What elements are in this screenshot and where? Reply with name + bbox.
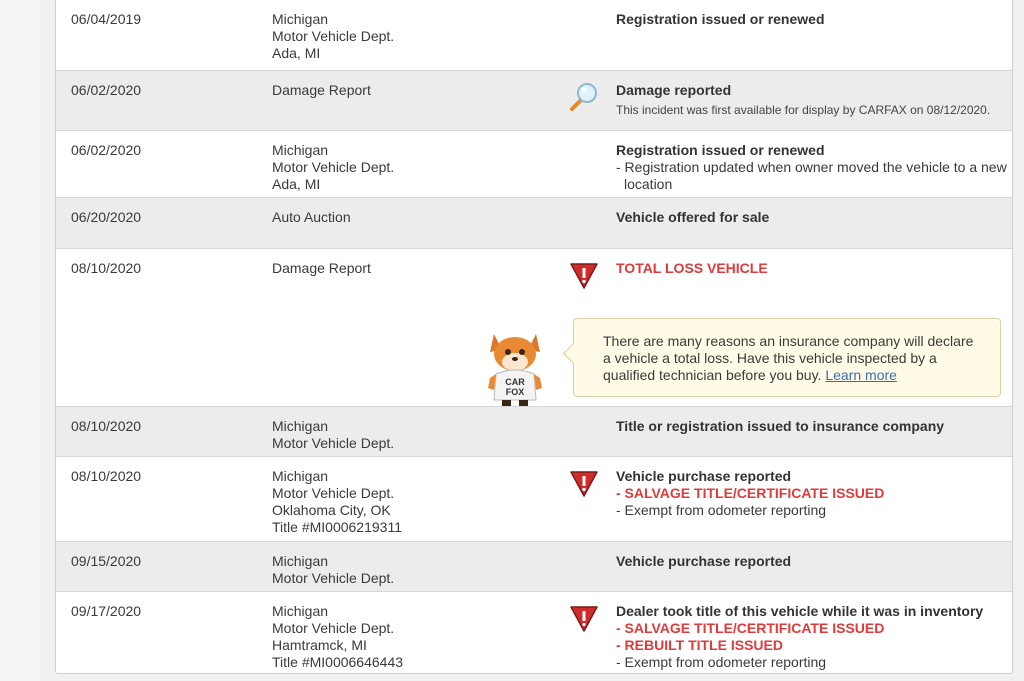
comment-title: Dealer took title of this vehicle while it was in inventory bbox=[616, 603, 984, 619]
source-cell bbox=[272, 260, 552, 277]
salvage-title-line: - SALVAGE TITLE/CERTIFICATE ISSUED bbox=[616, 485, 885, 501]
source-line: Michigan bbox=[272, 11, 329, 27]
source-cell bbox=[272, 418, 552, 452]
carfox-mascot bbox=[480, 326, 550, 406]
comment-title: Vehicle purchase reported bbox=[616, 468, 792, 484]
table-row bbox=[56, 131, 1012, 198]
comment-bullet: - Registration updated when owner moved the vehicle to a new location bbox=[616, 159, 1007, 192]
comments-cell bbox=[616, 11, 1011, 28]
title-number: Title #MI0006219311 bbox=[272, 519, 402, 535]
table-row bbox=[56, 198, 1012, 249]
odometer-line: - Exempt from odometer reporting bbox=[616, 654, 827, 670]
date-cell: 08/10/2020 bbox=[71, 260, 142, 276]
comments-cell bbox=[616, 260, 1011, 277]
date-cell: 09/15/2020 bbox=[71, 553, 142, 569]
table-row bbox=[56, 0, 1012, 71]
alert-icon bbox=[568, 467, 600, 499]
comment-title: Vehicle purchase reported bbox=[616, 553, 792, 569]
alert-icon bbox=[568, 259, 600, 291]
source-line: Motor Vehicle Dept. bbox=[272, 620, 395, 636]
source-line: Damage Report bbox=[272, 82, 371, 98]
comments-cell bbox=[616, 209, 1011, 226]
source-line: Damage Report bbox=[272, 260, 371, 276]
table-row bbox=[56, 592, 1012, 674]
date-cell: 06/04/2019 bbox=[71, 11, 142, 27]
history-table bbox=[55, 0, 1013, 674]
source-line: Auto Auction bbox=[272, 209, 351, 225]
date-cell: 09/17/2020 bbox=[71, 603, 142, 619]
source-line: Hamtramck, MI bbox=[272, 637, 367, 653]
comments-cell bbox=[616, 142, 1011, 193]
date-cell: 06/02/2020 bbox=[71, 142, 142, 158]
source-cell bbox=[272, 142, 552, 193]
comment-title: Damage reported bbox=[616, 82, 732, 98]
total-loss-tooltip bbox=[573, 318, 1001, 397]
comments-cell bbox=[616, 553, 1011, 570]
source-line: Michigan bbox=[272, 553, 329, 569]
source-cell bbox=[272, 553, 552, 587]
source-line: Oklahoma City, OK bbox=[272, 502, 391, 518]
comments-cell bbox=[616, 603, 1011, 671]
source-line: Michigan bbox=[272, 418, 329, 434]
table-row bbox=[56, 457, 1012, 542]
mascot-shirt-text: CAR bbox=[505, 377, 525, 387]
comments-cell bbox=[616, 468, 1011, 519]
source-line: Motor Vehicle Dept. bbox=[272, 28, 395, 44]
source-cell bbox=[272, 82, 552, 99]
learn-more-link[interactable]: Learn more bbox=[825, 367, 897, 383]
source-line: Ada, MI bbox=[272, 45, 321, 61]
source-line: Motor Vehicle Dept. bbox=[272, 435, 395, 451]
source-line: Ada, MI bbox=[272, 176, 321, 192]
date-cell: 06/20/2020 bbox=[71, 209, 142, 225]
source-line: Michigan bbox=[272, 142, 329, 158]
source-cell bbox=[272, 209, 552, 226]
table-row bbox=[56, 71, 1012, 131]
source-line: Motor Vehicle Dept. bbox=[272, 159, 395, 175]
title-number: Title #MI0006646443 bbox=[272, 654, 404, 670]
alert-icon bbox=[568, 602, 600, 634]
comments-cell bbox=[616, 418, 1011, 435]
comment-title: Registration issued or renewed bbox=[616, 11, 825, 27]
table-row bbox=[56, 542, 1012, 592]
source-line: Motor Vehicle Dept. bbox=[272, 570, 395, 586]
date-cell: 06/02/2020 bbox=[71, 82, 142, 98]
source-line: Motor Vehicle Dept. bbox=[272, 485, 395, 501]
rebuilt-title-line: - REBUILT TITLE ISSUED bbox=[616, 637, 783, 653]
date-cell: 08/10/2020 bbox=[71, 418, 142, 434]
date-cell: 08/10/2020 bbox=[71, 468, 142, 484]
magnifier-icon bbox=[568, 81, 600, 113]
source-cell bbox=[272, 468, 552, 536]
comment-title: Registration issued or renewed bbox=[616, 142, 825, 158]
odometer-line: - Exempt from odometer reporting bbox=[616, 502, 827, 518]
left-rail bbox=[0, 0, 41, 681]
total-loss-title: TOTAL LOSS VEHICLE bbox=[616, 260, 768, 276]
table-row bbox=[56, 407, 1012, 457]
tooltip-text: There are many reasons an insurance company will declare a vehicle a total loss. Have this vehicle inspected by a qualified technician before you buy. bbox=[603, 333, 974, 383]
comment-title: Title or registration issued to insurance company bbox=[616, 418, 945, 434]
mascot-shirt-text: FOX bbox=[505, 387, 525, 397]
source-cell bbox=[272, 11, 552, 62]
comments-cell bbox=[616, 82, 1011, 118]
source-line: Michigan bbox=[272, 603, 329, 619]
display-note: This incident was first available for display by CARFAX on 08/12/2020. bbox=[616, 103, 991, 117]
source-line: Michigan bbox=[272, 468, 329, 484]
salvage-title-line: - SALVAGE TITLE/CERTIFICATE ISSUED bbox=[616, 620, 885, 636]
comment-title: Vehicle offered for sale bbox=[616, 209, 770, 225]
source-cell bbox=[272, 603, 552, 671]
